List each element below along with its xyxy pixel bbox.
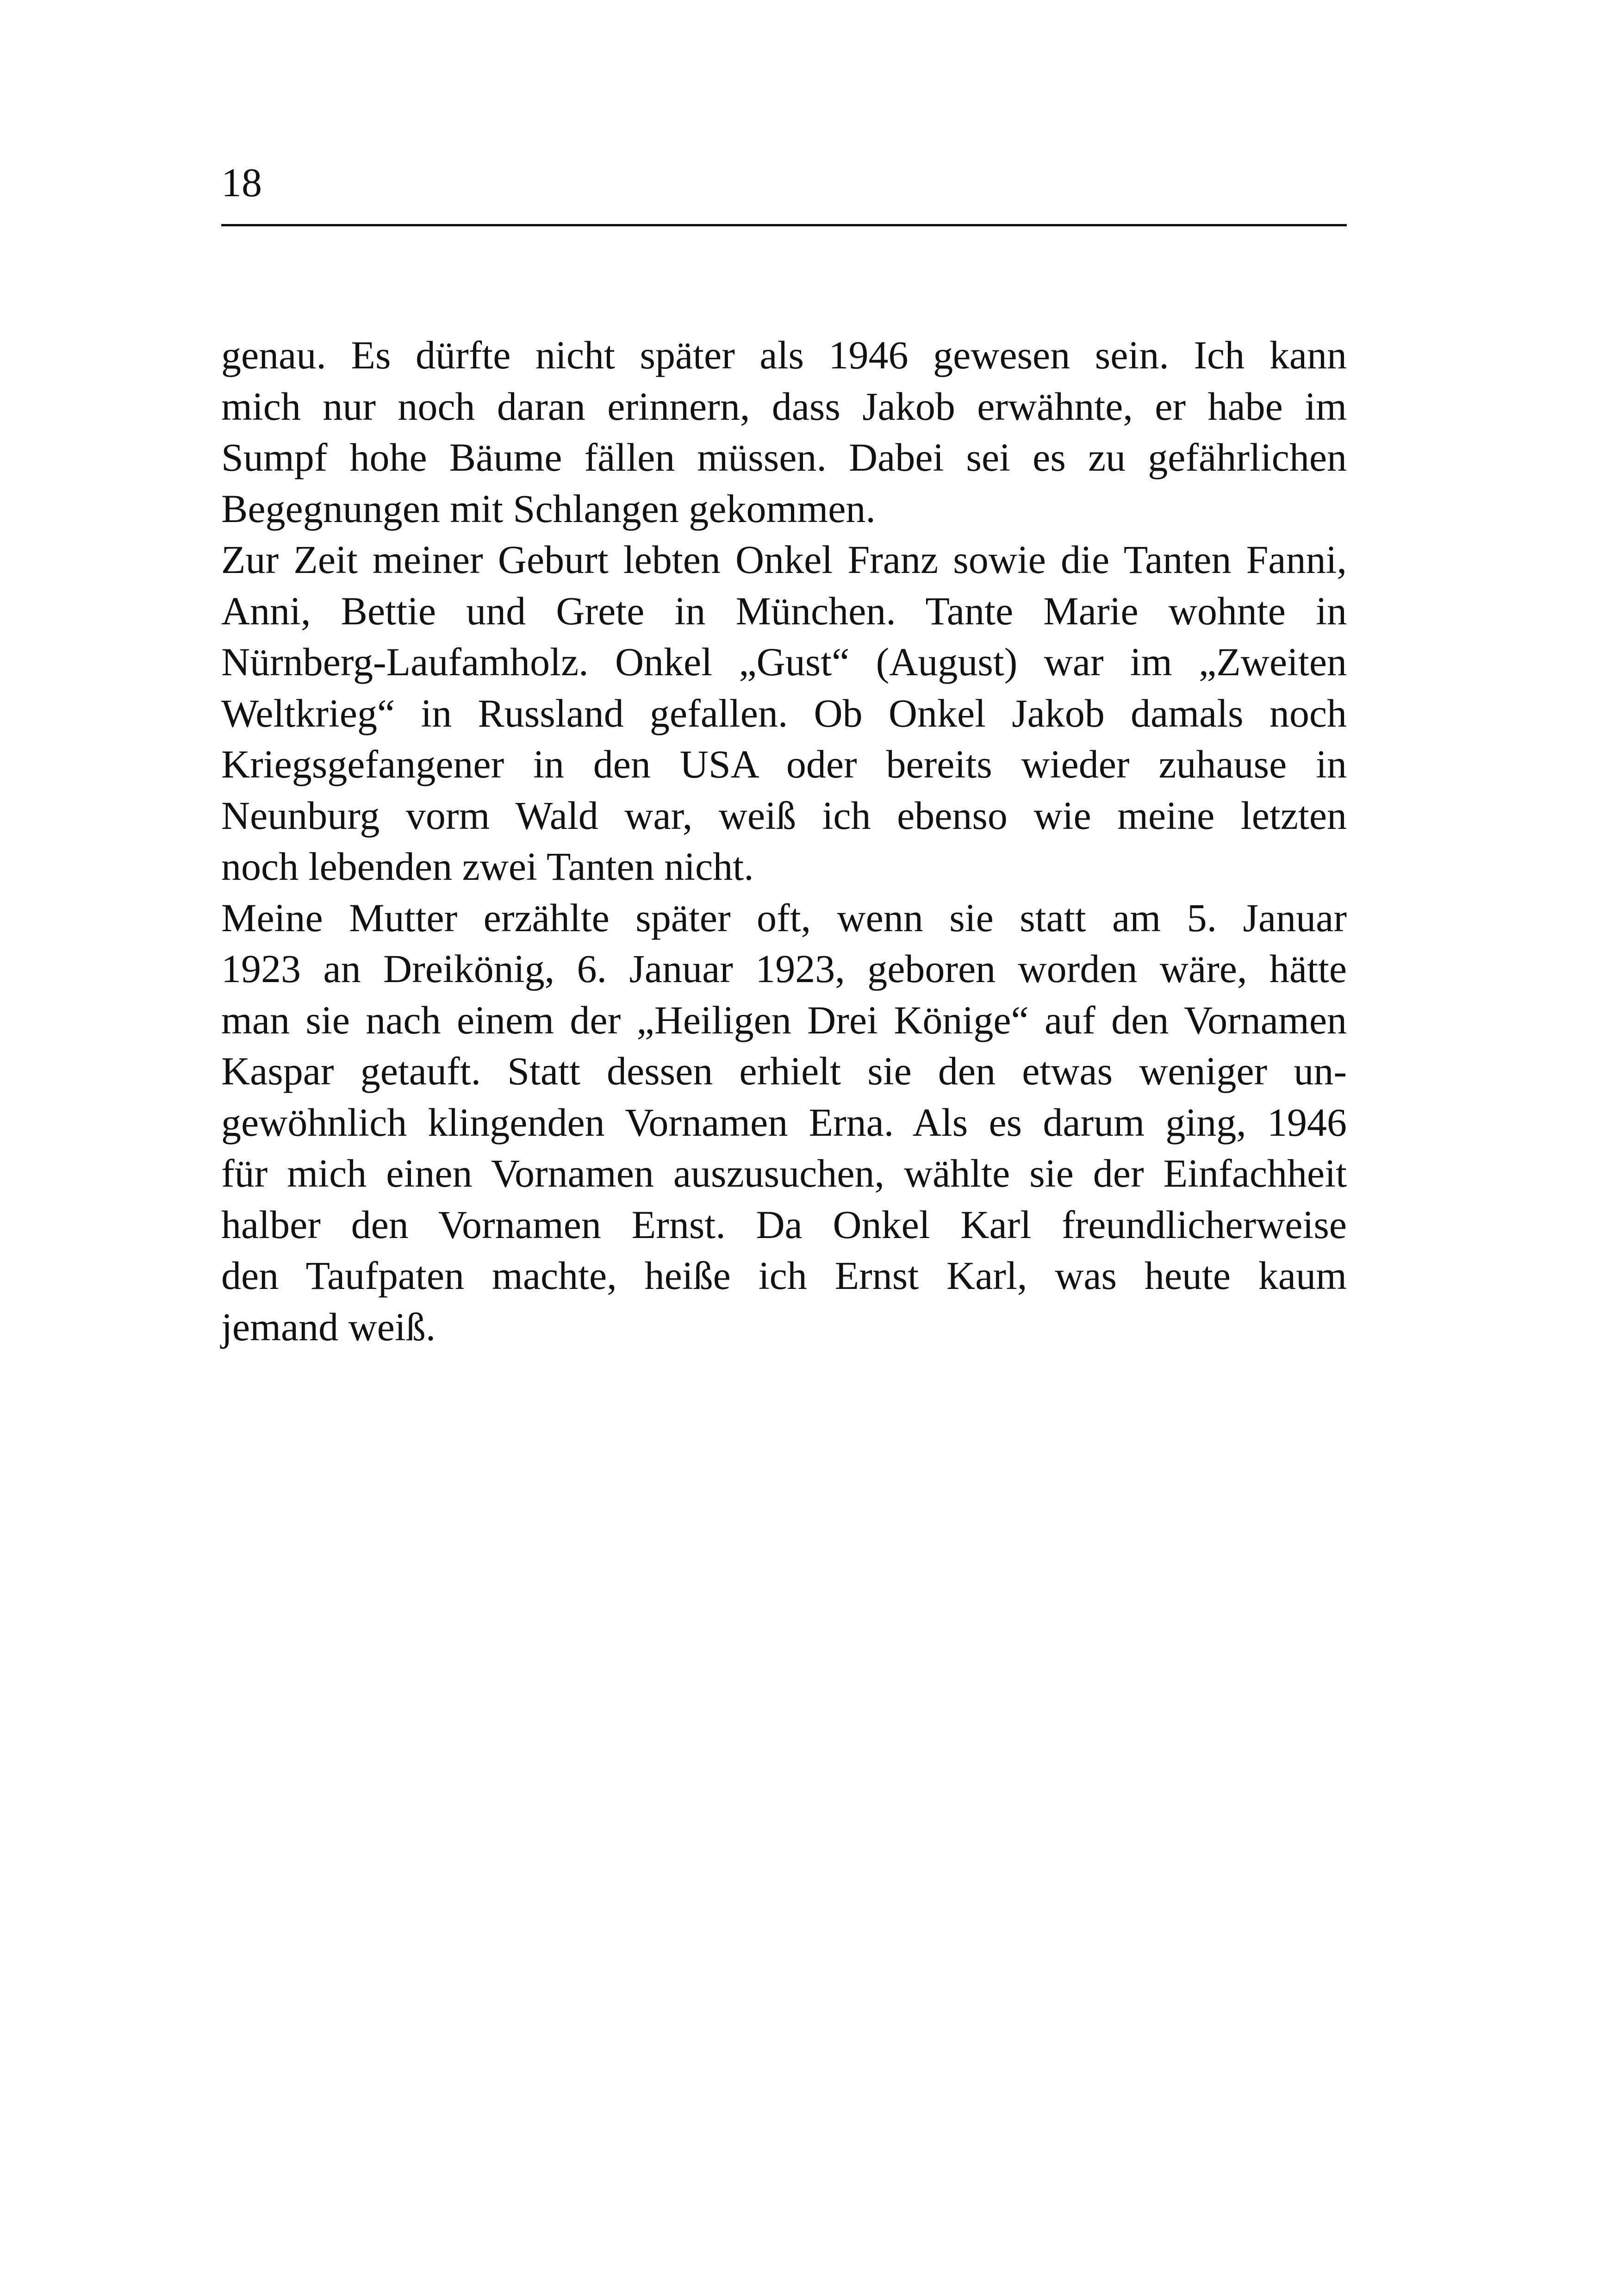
text-line: Neunburg vorm Wald war, weiß ich ebenso wie meine letzten xyxy=(221,793,1347,838)
text-line: noch lebenden zwei Tanten nicht. xyxy=(221,844,754,889)
text-line: mich nur noch daran erinnern, dass Jakob erwähnte, er habe im xyxy=(221,384,1347,429)
text-line: Kriegsgefangener in den USA oder bereits wieder zuhause in xyxy=(221,742,1347,786)
text-line: jemand weiß. xyxy=(221,1304,436,1349)
text-line: Begegnungen mit Schlangen gekommen. xyxy=(221,486,876,531)
text-line: genau. Es dürfte nicht später als 1946 gewesen sein. Ich kann xyxy=(221,333,1347,377)
text-line: halber den Vornamen Ernst. Da Onkel Karl freundlicherweise xyxy=(221,1202,1347,1247)
header-rule xyxy=(221,224,1347,226)
text-line: 1923 an Dreikönig, 6. Januar 1923, geboren worden wäre, hätte xyxy=(221,946,1347,991)
body-text xyxy=(221,330,1347,1352)
text-line: Weltkrieg“ in Russland gefallen. Ob Onkel Jakob damals noch xyxy=(221,691,1347,735)
text-line: gewöhnlich klingenden Vornamen Erna. Als es darum ging, 1946 xyxy=(221,1100,1347,1145)
text-line: Nürnberg-Laufamholz. Onkel „Gust“ (August) war im „Zweiten xyxy=(221,640,1347,684)
text-line: Sumpf hohe Bäume fällen müssen. Dabei sei es zu gefährlichen xyxy=(221,435,1347,479)
text-line: Meine Mutter erzählte später oft, wenn sie statt am 5. Januar xyxy=(221,895,1347,940)
text-line: Kaspar getauft. Statt dessen erhielt sie den etwas weniger un- xyxy=(221,1049,1347,1093)
text-line: den Taufpaten machte, heiße ich Ernst Karl, was heute kaum xyxy=(221,1253,1347,1298)
page-number: 18 xyxy=(221,161,262,205)
text-line: für mich einen Vornamen auszusuchen, wählte sie der Einfachheit xyxy=(221,1151,1347,1195)
text-line: Anni, Bettie und Grete in München. Tante Marie wohnte in xyxy=(221,588,1347,633)
text-line: Zur Zeit meiner Geburt lebten Onkel Franz sowie die Tanten Fanni, xyxy=(221,537,1347,582)
text-line: man sie nach einem der „Heiligen Drei Könige“ auf den Vornamen xyxy=(221,997,1347,1042)
